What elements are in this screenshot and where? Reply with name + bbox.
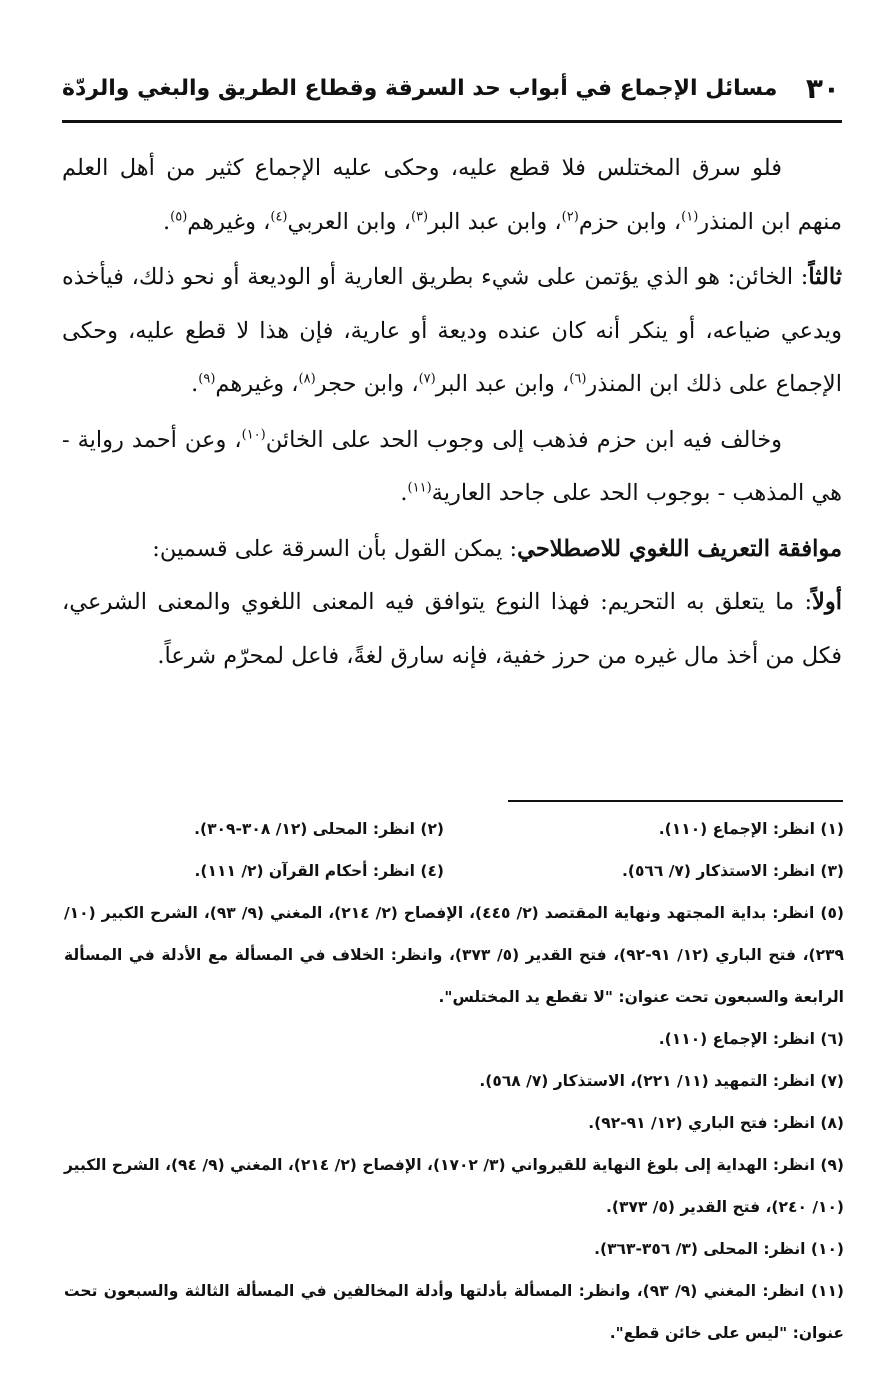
footnote-ref-2[interactable]: (٢) [561,209,579,224]
page-number: ٣٠ [805,72,840,105]
footnotes [64,808,844,1354]
footnote-ref-8[interactable]: (٨) [298,371,316,387]
paragraph-first: أولاً: ما يتعلق به التحريم: فهذا النوع يتوافق فيه المعنى اللغوي والمعنى الشرعي، فكل من أخذ مال غيره من حرز خفية، فإنه سارق لغةً، فاعل لمحرّم شرعاً. [62,589,842,669]
footnote-row [64,808,844,850]
paragraph-definition-agreement: موافقة التعريف اللغوي للاصطلاحي: يمكن القول بأن السرقة على قسمين: [152,535,842,562]
footnote-ref-4[interactable]: (٤) [270,209,288,224]
section-lead-third: ثالثاً [808,264,842,290]
paragraph-traitor: ثالثاً: الخائن: هو الذي يؤتمن على شيء بطريق العارية أو الوديعة أو نحو ذلك، فيأخذه ويدعي ضياعه، أو ينكر أنه كان عنده وديعة أو عارية، فإن هذا لا قطع عليه، وحكى الإجماع على ذلك ابن المنذر$^{(٦)}$، وابن عبد البر$^{(٧)}$، وابن حجر$^{(٨)}$، وغيرهم$^{(٩)}$. [62,264,842,397]
footnote-10: (١٠) انظر: المحلى (٣/ ٣٥٦-٣٦٣). [594,1240,844,1258]
footnote-ref-6[interactable]: (٦) [569,371,587,387]
footnote-8: (٨) انظر: فتح الباري (١٢/ ٩١-٩٢). [588,1114,844,1132]
footnote-ref-7[interactable]: (٧) [418,371,436,387]
footnote-5: (٥) انظر: بداية المجتهد ونهاية المقتصد (٢/ ٤٤٥)، الإفصاح (٢/ ٢١٤)، المغني (٩/ ٩٣)، الشرح الكبير (١٠/ ٢٣٩)، فتح الباري (١٢/ ٩١-٩٢)، فتح القدير (٥/ ٣٧٣)، وانظر: الخلاف في المسألة مع الأدلة في المسألة الرابعة والسبعون تحت عنوان: "لا تقطع يد المختلس". [64,904,844,1006]
paragraph-disagreement: وخالف فيه ابن حزم فذهب إلى وجوب الحد على الخائن$^{(١٠)}$، وعن أحمد رواية - هي المذهب - بوجوب الحد على جاحد العارية$^{(١١)}$. [62,426,842,506]
footnote-11: (١١) انظر: المغني (٩/ ٩٣)، وانظر: المسألة بأدلتها وأدلة المخالفين في المسألة الثالثة والسبعون تحت عنوان: "ليس على خائن قطع". [64,1282,845,1342]
footnote-ref-1[interactable]: (١) [681,209,699,224]
footnote-1: (١) انظر: الإجماع (١١٠). [658,820,844,838]
section-lead-first: أولاً [812,589,842,615]
footnote-4: (٤) انظر: أحكام القرآن (٢/ ١١١). [194,862,444,880]
footnote-2: (٢) انظر: المحلى (١٢/ ٣٠٨-٣٠٩). [194,820,444,838]
footnote-ref-10[interactable]: (١٠) [241,427,266,442]
footnote-ref-5[interactable]: (٥) [170,209,188,224]
footnote-9: (٩) انظر: الهداية إلى بلوغ النهاية للقيرواني (٣/ ١٧٠٢)، الإفصاح (٢/ ٢١٤)، المغني (٩/ ٩٤)، الشرح الكبير (١٠/ ٢٤٠)، فتح القدير (٥/ ٣٧٣). [64,1156,845,1216]
footnote-6: (٦) انظر: الإجماع (١١٠). [658,1030,844,1048]
page-header [62,68,840,118]
footnote-row [64,850,844,892]
section-heading-definition: موافقة التعريف اللغوي للاصطلاحي [517,535,842,562]
main-text [62,142,842,683]
footnote-7: (٧) انظر: التمهيد (١١/ ٢٢١)، الاستذكار (٧/ ٥٦٨). [479,1072,844,1090]
footnote-ref-3[interactable]: (٣) [410,209,429,224]
footnote-ref-9[interactable]: (٩) [198,371,216,387]
running-title: مسائل الإجماع في أبواب حد السرقة وقطاع الطريق والبغي والردّة [62,76,778,101]
footnote-3: (٣) انظر: الاستذكار (٧/ ٥٦٦). [621,862,844,880]
header-rule [62,120,842,123]
footnote-separator [508,800,843,802]
footnote-ref-11[interactable]: (١١) [407,480,432,496]
paragraph-embezzler: فلو سرق المختلس فلا قطع عليه، وحكى عليه الإجماع كثير من أهل العلم منهم ابن المنذر$^{(١)}$، وابن حزم$^{(٢)}$، وابن عبد البر$^{(٣)}$، وابن العربي$^{(٤)}$، وغيرهم$^{(٥)}$. [62,155,842,235]
